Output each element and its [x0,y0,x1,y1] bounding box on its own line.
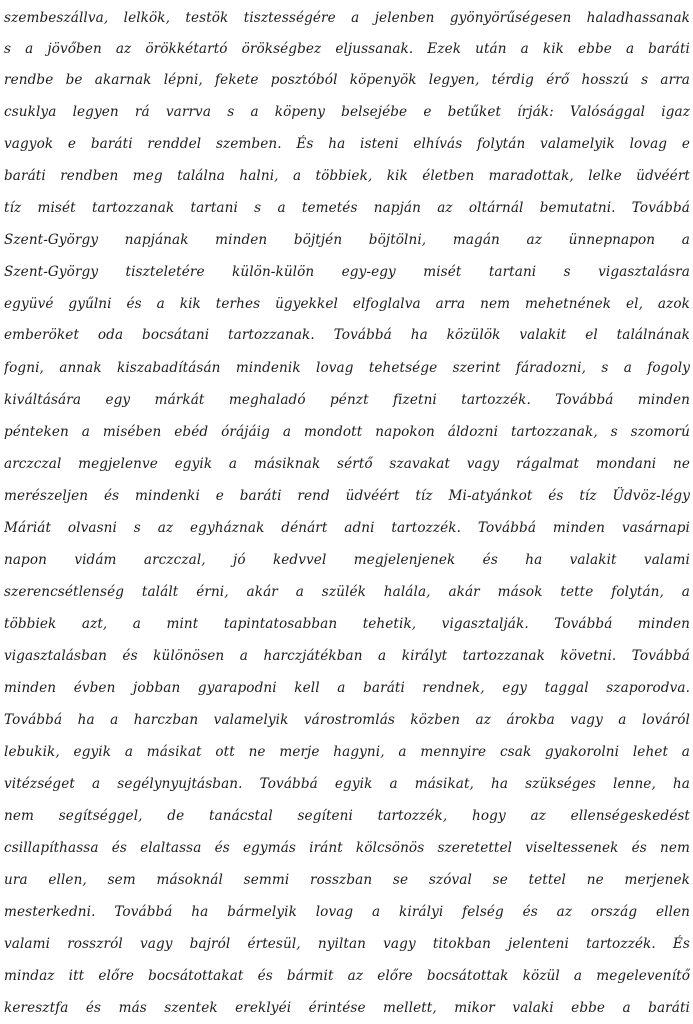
text-line: arczczal megjelenve egyik a másiknak sértő szavakat vagy rágalmat mondani ne [4,456,690,472]
text-line: valami rosszról vagy bajról értesül, nyiltan vagy titokban jelenteni tartozzék. És [4,936,690,952]
text-line: kiváltására egy márkát meghaladó pénzt fizetni tartozzék. Továbbá minden [4,392,690,408]
text-line: ura ellen, sem másoknál semmi rosszban se szóval se tettel ne merjenek [4,872,690,888]
text-line: tíz misét tartozzanak tartani s a temetés napján az oltárnál bemutatni. Továbbá [4,200,690,216]
text-line: csillapíthassa és elaltassa és egymás iránt kölcsönös szeretettel viseltessenek és nem [4,840,690,856]
text-line: többiek azt, a mint tapintatosabban tehetik, vigasztalják. Továbbá minden [4,616,690,632]
text-line: Szent-György napjának minden böjtjén böjtölni, magán az ünnepnapon a [4,232,690,248]
text-line: együvé gyűlni és a kik terhes ügyekkel elfoglalva arra nem mehetnének el, azok [4,296,690,312]
text-line: vigasztalásban és különösen a harczjátékban a királyt tartozzanak követni. Továbbá [4,648,690,664]
text-line: napon vidám arczczal, jó kedvvel megjelenjenek és ha valakit valami [4,552,690,568]
text-line: vitézséget a segélynyujtásban. Továbbá egyik a másikat, ha szükséges lenne, ha [4,776,690,792]
text-line: merészeljen és mindenki e baráti rend üdvéért tíz Mi-atyánkot és tíz Üdvöz-légy [4,488,690,504]
text-line: pénteken a misében ebéd órájáig a mondott napokon áldozni tartozzanak, s szomorú [4,424,690,440]
text-line: emberöket oda bocsátani tartozzanak. Továbbá ha közülök valakit el találnának [4,327,690,343]
text-line: minden évben jobban gyarapodni kell a baráti rendnek, egy taggal szaporodva. [4,680,690,696]
text-line: lebukik, egyik a másikat ott ne merje hagyni, a mennyire csak gyakorolni lehet a [4,744,690,760]
text-line: vagyok e baráti renddel szemben. És ha isteni elhívás folytán valamelyik lovag e [4,136,690,152]
text-line: rendbe be akarnak lépni, fekete posztóból köpenyök legyen, térdig érő hosszú s arra [4,72,690,88]
text-line: baráti rendben meg találna halni, a többiek, kik életben maradottak, lelke üdvéért [4,168,690,184]
text-line: Továbbá ha a harczban valamelyik várostromlás közben az árokba vagy a lováról [4,712,690,728]
text-line: szerencsétlenség talált érni, akár a szülék halála, akár mások tette folytán, a [4,584,690,600]
text-line: mindaz itt előre bocsátottakat és bármit az előre bocsátottak közül a megelevenítő [4,968,690,984]
text-line: Máriát olvasni s az egyháznak dénárt adni tartozzék. Továbbá minden vasárnapi [4,520,690,536]
text-line: fogni, annak kiszabadításán mindenik lovag tehetsége szerint fáradozni, s a fogoly [4,360,690,376]
text-line: s a jövőben az örökkétartó örökségbez eljussanak. Ezek után a kik ebbe a baráti [4,41,690,57]
text-line: csuklya legyen rá varrva s a köpeny belsejébe e betűket írják: Valósággal igaz [4,104,690,120]
text-line: keresztfa és más szentek ereklyéi érintése mellett, mikor valaki ebbe a baráti [4,1000,690,1016]
text-line: Szent-György tiszteletére külön-külön egy-egy misét tartani s vigasztalásra [4,264,690,280]
text-line: mesterkedni. Továbbá ha bármelyik lovag a királyi felség és az ország ellen [4,904,690,920]
text-line: nem segítséggel, de tanácstal segíteni tartozzék, hogy az ellenségeskedést [4,808,690,824]
text-line: szembeszállva, lelkök, testök tisztességére a jelenben gyönyörűségesen haladhassanak [4,10,690,26]
